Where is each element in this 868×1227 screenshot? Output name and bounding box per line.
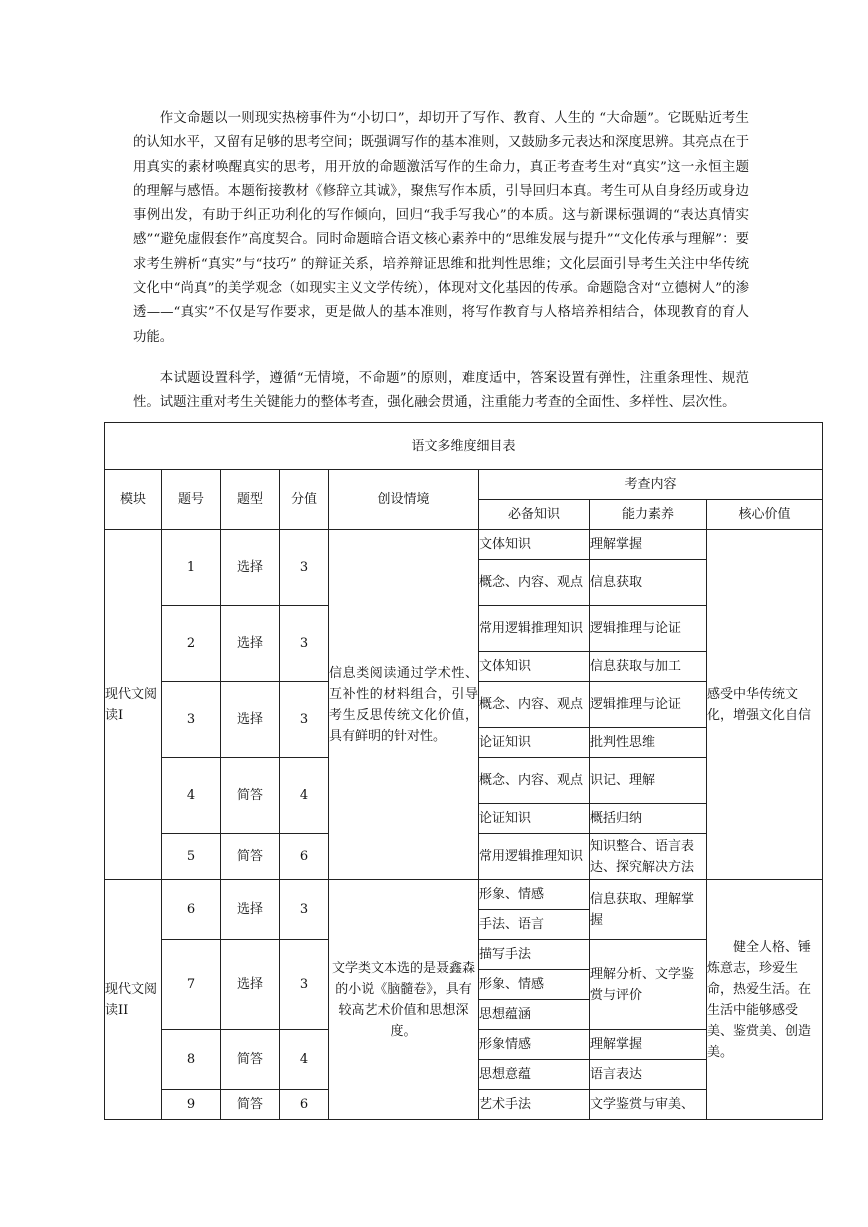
header-value: 核心价值 (707, 500, 823, 530)
question-type: 选择 (221, 940, 280, 1030)
question-number: 9 (162, 1090, 221, 1120)
question-number: 5 (162, 834, 221, 880)
question-number: 3 (162, 682, 221, 758)
value-cell: 健全人格、锤炼意志，珍爱生命，热爱生活。在生活中能够感受美、鉴赏美、创造美。 (707, 880, 823, 1120)
question-type: 简答 (221, 1030, 280, 1090)
ability-cell: 信息获取 (590, 560, 707, 606)
header-row-1 (105, 470, 823, 500)
table-row (105, 530, 823, 560)
knowledge-cell: 概念、内容、观点 (479, 682, 590, 728)
question-type: 简答 (221, 834, 280, 880)
knowledge-cell: 思想意蕴 (479, 1060, 590, 1090)
intro-paragraph-2: 本试题设置科学，遵循“无情境，不命题”的原则，难度适中，答案设置有弹性，注重条理性、规范性。试题注重对考生关键能力的整体考查，强化融会贯通，注重能力考查的全面性、多样性、层次性。 (133, 371, 749, 411)
table-title: 语文多维度细目表 (105, 423, 823, 470)
knowledge-cell: 概念、内容、观点 (479, 758, 590, 804)
question-number: 2 (162, 606, 221, 682)
header-type: 题型 (221, 470, 280, 530)
value-cell: 感受中华传统文化，增强文化自信 (707, 530, 823, 880)
question-score: 3 (280, 940, 329, 1030)
ability-cell: 知识整合、语言表达、探究解决方法 (590, 834, 707, 880)
header-number: 题号 (162, 470, 221, 530)
question-type: 选择 (221, 880, 280, 940)
question-score: 6 (280, 834, 329, 880)
header-content: 考查内容 (479, 470, 823, 500)
question-score: 3 (280, 606, 329, 682)
question-score: 3 (280, 530, 329, 606)
knowledge-cell: 形象情感 (479, 1030, 590, 1060)
question-number: 6 (162, 880, 221, 940)
knowledge-cell: 常用逻辑推理知识 (479, 606, 590, 652)
knowledge-cell: 描写手法 (479, 940, 590, 970)
knowledge-cell: 论证知识 (479, 728, 590, 758)
scenario-cell: 信息类阅读通过学术性、互补性的材料组合，引导考生反思传统文化价值，具有鲜明的针对性。 (329, 530, 479, 880)
knowledge-cell: 文体知识 (479, 530, 590, 560)
question-type: 简答 (221, 1090, 280, 1120)
question-type: 选择 (221, 682, 280, 758)
ability-cell: 逻辑推理与论证 (590, 682, 707, 728)
knowledge-cell: 艺术手法 (479, 1090, 590, 1120)
ability-cell: 语言表达 (590, 1060, 707, 1090)
question-score: 4 (280, 1030, 329, 1090)
question-type: 简答 (221, 758, 280, 834)
ability-cell: 文学鉴赏与审美、 (590, 1090, 707, 1120)
knowledge-cell: 论证知识 (479, 804, 590, 834)
knowledge-cell: 常用逻辑推理知识 (479, 834, 590, 880)
table-row (105, 880, 823, 910)
module-cell: 现代文阅读Ⅰ (105, 530, 162, 880)
question-type: 选择 (221, 606, 280, 682)
question-number: 4 (162, 758, 221, 834)
knowledge-cell: 文体知识 (479, 652, 590, 682)
ability-cell: 理解掌握 (590, 530, 707, 560)
ability-cell: 信息获取与加工 (590, 652, 707, 682)
specification-table (104, 422, 823, 1120)
header-ability: 能力素养 (590, 500, 707, 530)
scenario-cell: 文学类文本选的是聂鑫森的小说《脑髓卷》，具有较高艺术价值和思想深度。 (329, 880, 479, 1120)
knowledge-cell: 形象、情感 (479, 970, 590, 1000)
ability-cell: 信息获取、理解掌握 (590, 880, 707, 940)
header-module: 模块 (105, 470, 162, 530)
header-knowledge: 必备知识 (479, 500, 590, 530)
question-number: 8 (162, 1030, 221, 1090)
header-scenario: 创设情境 (329, 470, 479, 530)
question-type: 选择 (221, 530, 280, 606)
intro-paragraph-1: 作文命题以一则现实热榜事件为“小切口”，却切开了写作、教育、人生的 “大命题”。它既贴近考生的认知水平，又留有足够的思考空间；既强调写作的基本准则，又鼓励多元表达和深度思辨。其亮点在于用真实的素材唤醒真实的思考，用开放的命题激活写作的生命力，真正考查考生对“真实”这一永恒主题的理解与感悟。本题衔接教材《修辞立其诚》，聚焦写作本质，引导回归本真。考生可从自身经历或身边事例出发，有助于纠正功利化的写作倾向，回归“我手写我心”的本质。这与新课标强调的“表达真情实感”“避免虚假套作”高度契合。同时命题暗合语文核心素养中的“思维发展与提升”“文化传承与理解”：要求考生辨析“真实”与“技巧” 的辩证关系，培养辩证思维和批判性思维；文化层面引导考生关注中华传统文化中“尚真”的美学观念（如现实主义文学传统），体现对文化基因的传承。命题隐含对“立德树人”的渗透——“真实”不仅是写作要求，更是做人的基本准则，将写作教育与人格培养相结合，体现教育的育人功能。 (133, 111, 749, 345)
question-number: 7 (162, 940, 221, 1030)
ability-cell: 逻辑推理与论证 (590, 606, 707, 652)
table-title-row (105, 423, 823, 470)
ability-cell: 理解分析、文学鉴赏与评价 (590, 940, 707, 1030)
question-score: 6 (280, 1090, 329, 1120)
question-score: 3 (280, 682, 329, 758)
ability-cell: 批判性思维 (590, 728, 707, 758)
knowledge-cell: 概念、内容、观点 (479, 560, 590, 606)
header-score: 分值 (280, 470, 329, 530)
knowledge-cell: 思想蕴涵 (479, 1000, 590, 1030)
ability-cell: 概括归纳 (590, 804, 707, 834)
knowledge-cell: 手法、语言 (479, 910, 590, 940)
question-score: 3 (280, 880, 329, 940)
knowledge-cell: 形象、情感 (479, 880, 590, 910)
module-cell: 现代文阅读II (105, 880, 162, 1120)
question-number: 1 (162, 530, 221, 606)
question-score: 4 (280, 758, 329, 834)
ability-cell: 理解掌握 (590, 1030, 707, 1060)
ability-cell: 识记、理解 (590, 758, 707, 804)
